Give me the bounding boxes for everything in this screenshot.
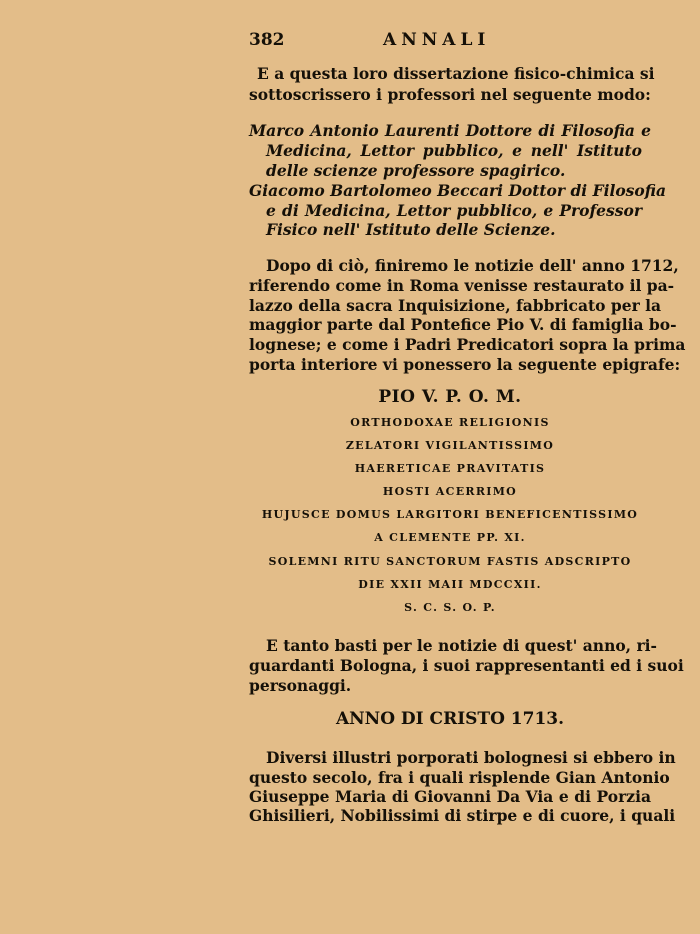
inscription-line: ORTHODOXAE RELIGIONIS [350,416,550,429]
inscription-line: S. C. S. O. P. [404,601,496,614]
text-line: sottoscrissero i professori nel seguente modo: [249,85,651,104]
running-title: ANNALI [383,30,491,50]
inscription-line: DIE XXII MAII MDCCXII. [358,578,542,591]
inscription-line: HUJUSCE DOMUS LARGITORI BENEFICENTISSIMO [261,508,639,521]
inscription-line: HOSTI ACERRIMO [382,485,518,498]
text-line: Diversi illustri porporati bolognesi si ebbero in [266,748,676,767]
year-heading: ANNO DI CRISTO 1713. [335,709,565,729]
text-line: Giuseppe Maria di Giovanni Da Via e di Porzia [249,787,651,806]
text-line: porta interiore vi ponessero la seguente epigrafe: [249,355,681,374]
text-line: maggior parte dal Pontefice Pio V. di famiglia bo- [249,315,677,334]
page-number: 382 [249,30,285,50]
inscription-line: ZELATORI VIGILANTISSIMO [345,439,555,452]
inscription-title: PIO V. P. O. M. [378,387,522,407]
text-line: personaggi. [249,676,352,695]
signature-line: e di Medicina, Lettor pubblico, e Professor [266,201,642,220]
text-line: lognese; e come i Padri Predicatori sopra la prima [249,335,686,354]
text-line: questo secolo, fra i quali risplende Gian Antonio [249,768,670,787]
inscription-line: A CLEMENTE PP. XI. [374,531,526,544]
signature-line: Fisico nell' Istituto delle Scienze. [266,220,556,239]
text-line: E a questa loro dissertazione fisico-chimica si [257,64,655,83]
inscription-line: SOLEMNI RITU SANCTORUM FASTIS ADSCRIPTO [268,555,632,568]
inscription-line: HAERETICAE PRAVITATIS [354,462,546,475]
text-line: E tanto basti per le notizie di quest' anno, ri- [266,636,657,655]
signature-line: Marco Antonio Laurenti Dottore di Filosofia e [249,121,651,140]
text-line: riferendo come in Roma venisse restaurato il pa- [249,276,675,295]
text-line: Ghisilieri, Nobilissimi di stirpe e di cuore, i quali [249,806,676,825]
text-line: guardanti Bologna, i suoi rappresentanti ed i suoi [249,656,684,675]
signature-line: Giacomo Bartolomeo Beccari Dottor di Filosofia [249,181,667,200]
signature-line: Medicina, Lettor pubblico, e nell' Istituto [266,141,642,160]
page-header [249,30,654,52]
text-line: Dopo di ciò, finiremo le notizie dell' anno 1712, [266,256,679,275]
signature-line: delle scienze professore spagirico. [266,161,566,180]
text-line: lazzo della sacra Inquisizione, fabbricato per la [249,296,662,315]
